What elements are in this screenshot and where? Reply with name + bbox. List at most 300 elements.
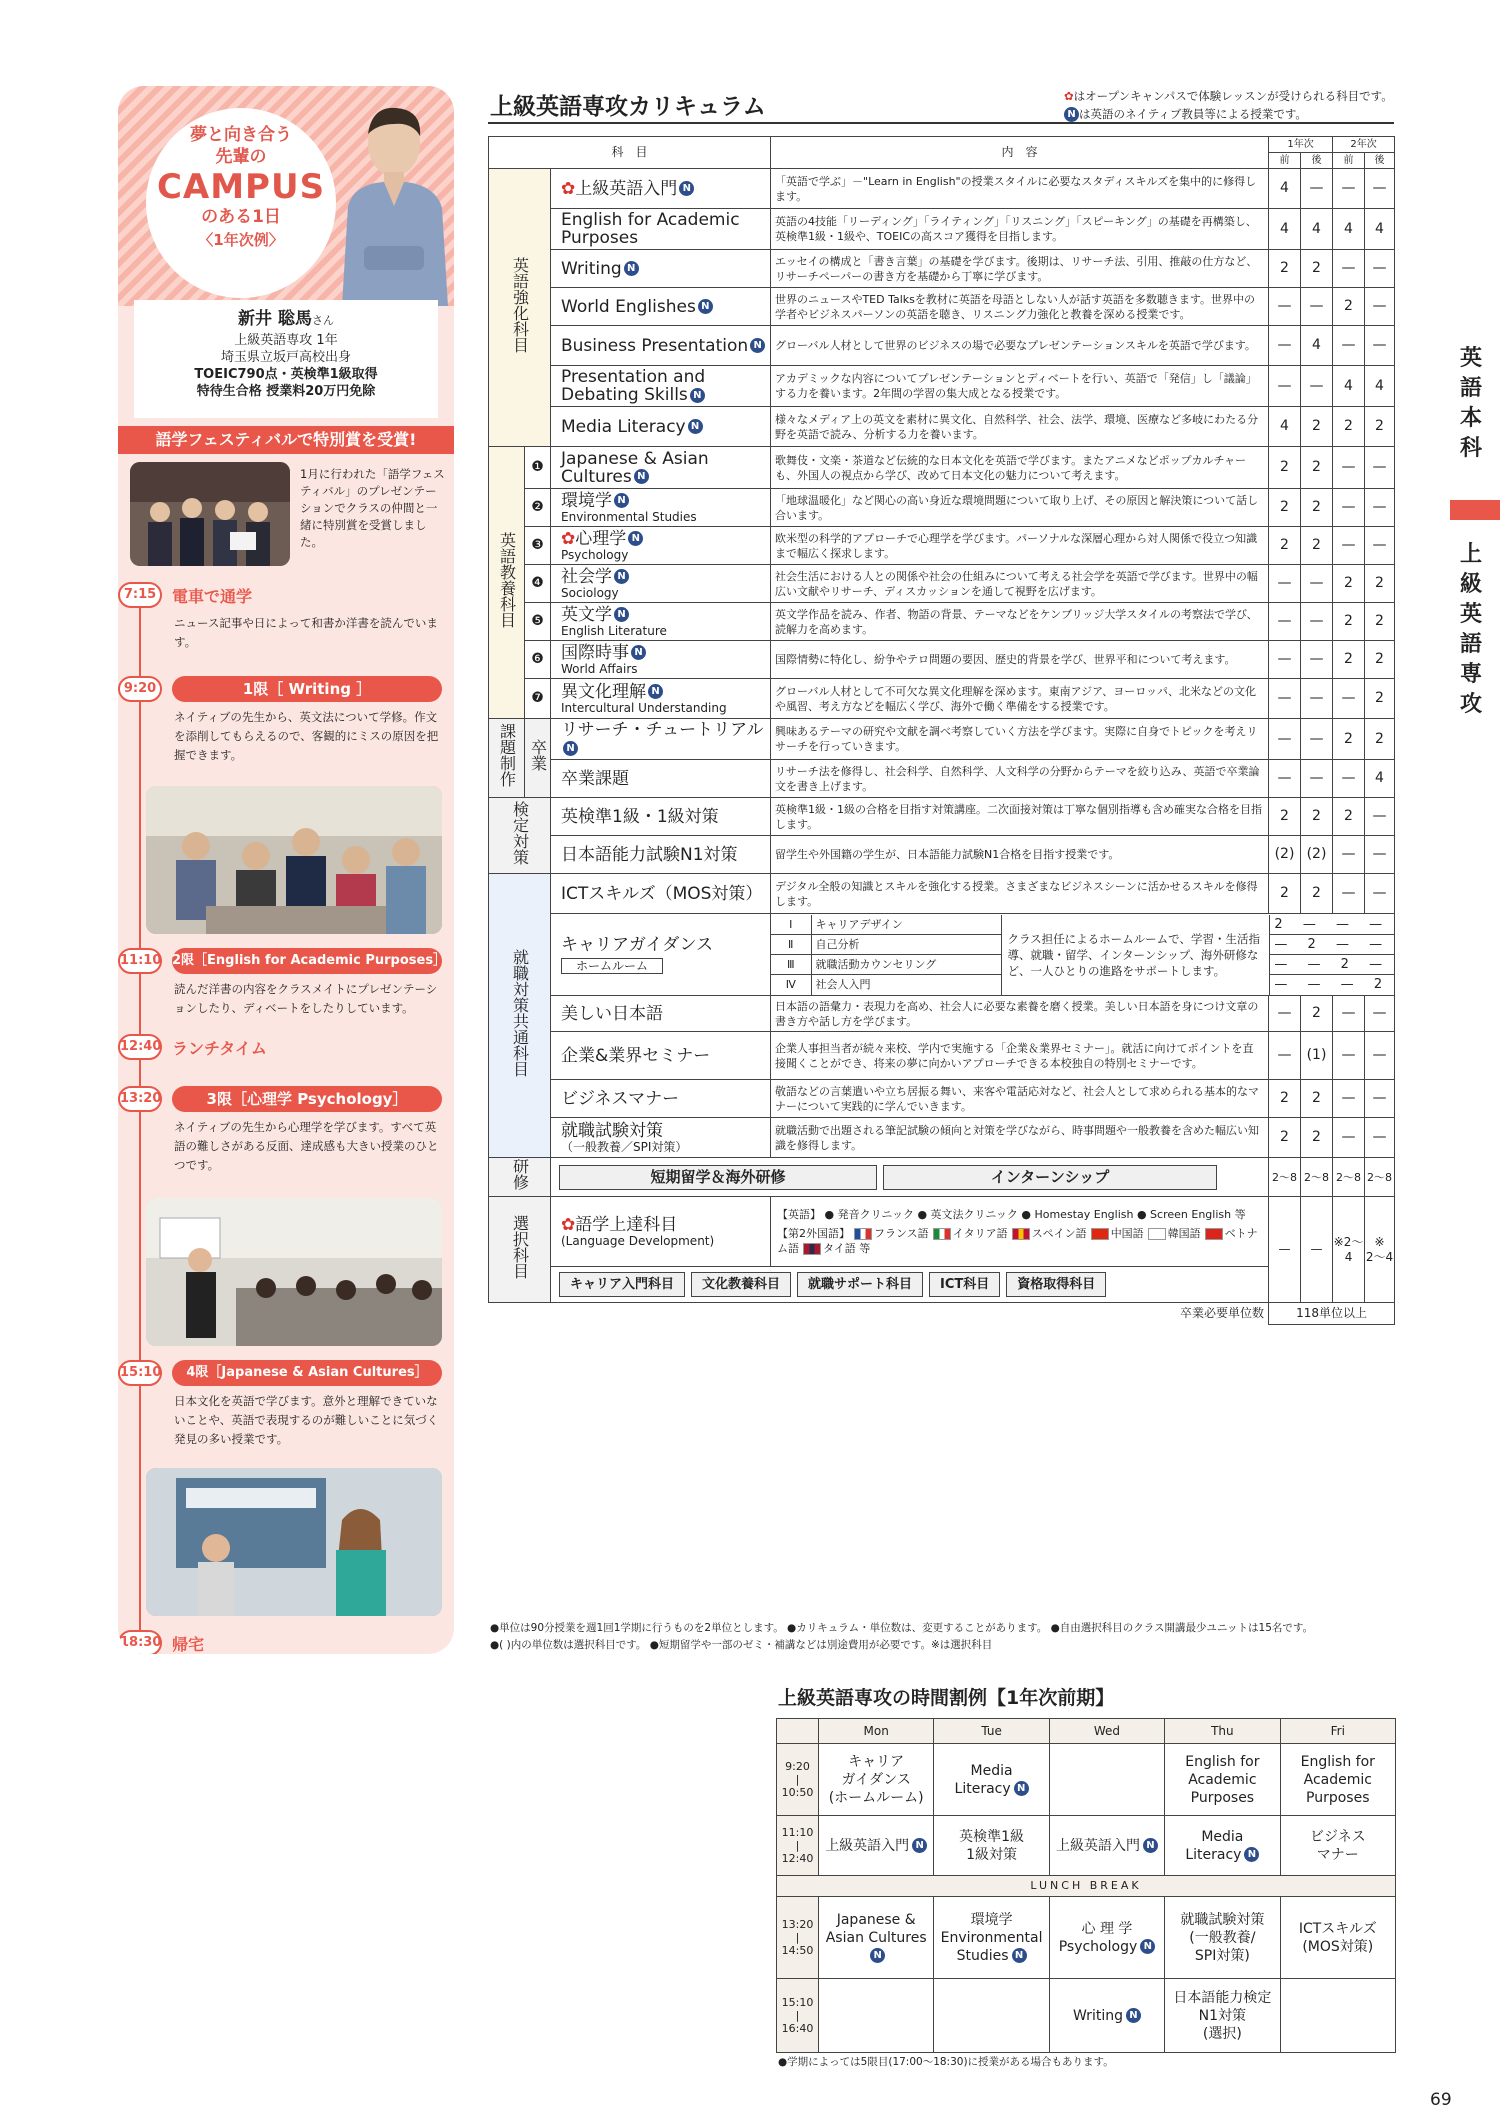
star-icon: ✿ — [1064, 89, 1074, 103]
class-cell — [1049, 1744, 1164, 1816]
credit-cell: 2 — [1269, 874, 1301, 914]
period-time: 13:20 | 14:50 — [777, 1897, 819, 1979]
credit-cell: — — [1269, 366, 1301, 407]
credit-cell: — — [1269, 719, 1301, 760]
credit-cell: — — [1365, 169, 1395, 209]
credit-cell: 2 — [1269, 527, 1301, 565]
subject-name — [551, 996, 771, 1032]
timeline-time: 9:20 — [118, 676, 162, 702]
subject-number: ❸ — [525, 527, 551, 565]
credit-cell: (2) — [1269, 836, 1301, 874]
subject-name — [551, 489, 771, 527]
legend-native-text: は英語のネイティブ教員等による授業です。 — [1079, 107, 1307, 121]
curriculum-row — [489, 169, 1395, 209]
class-cell — [819, 1744, 934, 1816]
hero-campus: CAMPUS — [156, 167, 326, 207]
timeline-time: 15:10 — [118, 1360, 162, 1386]
subject-number: ❷ — [525, 489, 551, 527]
flag-icon — [854, 1228, 872, 1240]
category-cell: 研修 — [489, 1158, 551, 1197]
period-time: 11:10 | 12:40 — [777, 1816, 819, 1876]
class-name: ICTスキルズ (MOS対策) — [1298, 1920, 1377, 1955]
subject-title: Japanese & Asian Cultures — [561, 448, 709, 487]
hero-banner — [118, 86, 454, 306]
flag-icon — [1205, 1228, 1223, 1240]
category-cell: 英語教養科目 — [489, 447, 525, 719]
native-badge-icon: N — [1064, 107, 1079, 122]
note-line: ●( )内の単位数は選択科目です。 ●短期留学や一部のゼミ・補講などは別途費用が必要です。※は選択科目 — [490, 1639, 993, 1651]
subject-content: 留学生や外国籍の学生が、日本語能力試験N1合格を目指す授業です。 — [771, 836, 1269, 874]
credit-cell: 2 — [1365, 679, 1395, 719]
subject-number: ❹ — [525, 565, 551, 603]
timeline-title: 2限［English for Academic Purposes］ — [172, 948, 442, 974]
subject-title: 企業&業界セミナー — [561, 1045, 711, 1066]
subject-name — [551, 565, 771, 603]
training-item: インターンシップ — [883, 1165, 1217, 1190]
subject-content: 英語の4技能「リーディング」「ライティング」「リスニング」「スピーキング」の基礎を再構築し、英検準1級・1級や、TOEICの高スコア獲得を目指します。 — [771, 209, 1269, 250]
credit-cell: — — [1333, 250, 1365, 288]
hero-line5: 〈1年次例〉 — [198, 231, 284, 249]
credit-cell: 2 — [1269, 798, 1301, 836]
credit-cell: — — [1333, 760, 1365, 798]
subject-name — [551, 719, 771, 760]
credit-cell: 2 — [1333, 603, 1365, 641]
credit-cell: 2 — [1365, 565, 1395, 603]
award-description: 1月に行われた「語学フェスティバル」のプレゼンテーションでクラスの仲間と一緒に特別賞を受賞しました。 — [300, 467, 445, 549]
class-cell — [1049, 1979, 1164, 2053]
sidebar — [118, 86, 454, 1654]
credit-cell: 2 — [1333, 641, 1365, 679]
native-badge-icon: N — [912, 1838, 927, 1853]
curriculum-row — [489, 836, 1395, 874]
timeline-title: ランチタイム — [172, 1039, 267, 1058]
language-name: 中国語 — [1110, 1227, 1144, 1240]
flag-icon — [1012, 1228, 1030, 1240]
class-name: Writing — [1072, 2007, 1123, 2024]
credit-cell: — — [1333, 996, 1365, 1032]
subject-title: 美しい日本語 — [561, 1003, 663, 1024]
credit-cell: 4 — [1301, 209, 1333, 250]
header-content: 内 容 — [771, 137, 1269, 169]
section-tab: 英語本科 — [1459, 346, 1482, 461]
subject-name — [551, 641, 771, 679]
profile-card — [134, 300, 438, 418]
credit-cell: — — [1301, 366, 1333, 407]
subject-subtitle: ホームルーム — [561, 958, 663, 974]
credit-cell: — — [1365, 996, 1395, 1032]
timeline-time: 18:30 — [118, 1630, 162, 1654]
subject-title: 就職試験対策 — [561, 1120, 663, 1141]
section-tab-current: 上級英語専攻 — [1459, 542, 1482, 717]
class-cell — [1280, 1816, 1395, 1876]
lunch-row — [777, 1876, 1396, 1897]
elective-categories — [551, 1267, 1269, 1303]
subject-subtitle: Sociology — [561, 585, 619, 600]
festival-photo — [130, 462, 290, 566]
elective-category-box: 資格取得科目 — [1006, 1272, 1106, 1297]
credit-cell: 2 — [1301, 407, 1333, 447]
hero-line4: のある1日 — [201, 207, 281, 227]
subject-subtitle: Psychology — [561, 547, 629, 562]
native-badge-icon: N — [679, 181, 694, 196]
curriculum-row — [489, 366, 1395, 407]
credit-cell: — — [1301, 169, 1333, 209]
credit-cell: — — [1333, 489, 1365, 527]
class-cell — [1049, 1897, 1164, 1979]
class-name: 日本語能力検定 N1対策 (選択) — [1173, 1989, 1272, 2042]
subject-name — [551, 760, 771, 798]
curriculum-row — [489, 288, 1395, 326]
subject-name — [551, 679, 771, 719]
language-name: タイ語 等 — [823, 1242, 871, 1255]
category-cell: 就職対策共通科目 — [489, 874, 551, 1158]
native-badge-icon: N — [750, 338, 765, 353]
timeline-time: 11:10 — [118, 948, 162, 974]
subject-content: 様々なメディア上の英文を素材に異文化、自然科学、社会、法学、環境、医療など多岐にわたる分野を英語で読み、分析する力を養います。 — [771, 407, 1269, 447]
culture-class-photo — [146, 1468, 442, 1616]
timeline-desc: ネイティブの先生から、英文法について学修。作文を添削してもらえるので、客観的にミスの原因を把握できます。 — [174, 710, 439, 762]
native-badge-icon: N — [870, 1948, 885, 1963]
subject-name — [551, 250, 771, 288]
native-badge-icon: N — [688, 419, 703, 434]
native-badge-icon: N — [631, 645, 646, 660]
credit-cell: — — [1365, 250, 1395, 288]
subject-title: Business Presentation — [561, 335, 749, 356]
curriculum-row — [489, 1032, 1395, 1080]
period-row — [777, 1979, 1396, 2053]
career-item: Ⅲ 就職活動カウンセリング — — 2 — — [771, 955, 1395, 975]
subject-content: リサーチ法を修得し、社会科学、自然科学、人文科学の分野からテーマを絞り込み、英語で卒業論文を書き上げます。 — [771, 760, 1269, 798]
subject-name — [551, 447, 771, 489]
credit-cell: 2 — [1333, 288, 1365, 326]
curriculum-row — [489, 719, 1395, 760]
elective-second-language: 【第2外国語】 フランス語 イタリア語 スペイン語 中国語 韓国語 ベトナム語 タイ語 等 — [777, 1227, 1258, 1255]
subject-content: 興味あるテーマの研究や文献を調べ考察していく方法を学びます。実際に自身でトピックを考えリサーチを行っていきます。 — [771, 719, 1269, 760]
subject-title: ビジネスマナー — [561, 1088, 680, 1109]
category-cell: 英語強化科目 — [489, 169, 551, 447]
class-name: 環境学 Environmental Studies — [940, 1911, 1043, 1964]
header-second: 後 — [1365, 153, 1395, 169]
subject-subtitle: World Affairs — [561, 661, 638, 676]
training-item: 短期留学＆海外研修 — [559, 1165, 877, 1190]
credit-cell: 2 — [1301, 798, 1333, 836]
star-icon: ✿ — [561, 1214, 576, 1235]
star-icon: ✿ — [561, 528, 576, 549]
class-cell — [819, 1979, 934, 2053]
credit-cell: 2 — [1301, 489, 1333, 527]
flag-icon — [803, 1243, 821, 1255]
subject-content: 世界のニュースやTED Talksを教材に英語を母語としない人が話す英語を多数聴きます。世界中の学者やビジネスパーソンの英語を聴き、リスニング力強化と教養を深める授業です。 — [771, 288, 1269, 326]
class-cell — [934, 1897, 1049, 1979]
credit-cell: ※2〜4 — [1333, 1197, 1365, 1303]
credit-cell: 4 — [1333, 366, 1365, 407]
credit-cell: 2 — [1269, 1080, 1301, 1118]
subject-title: 日本語能力試験N1対策 — [561, 844, 738, 865]
subject-content: 英文学作品を読み、作者、物語の背景、テーマなどをケンブリッジ大学スタイルの考察法で学び、読解力を高めます。 — [771, 603, 1269, 641]
legend-native — [1064, 106, 1307, 122]
elective-category-box: ICT科目 — [929, 1272, 1000, 1297]
timetable-title: 上級英語専攻の時間割例【1年次前期】 — [778, 1687, 1115, 1709]
subject-title: Media Literacy — [561, 416, 686, 437]
class-name: 英検準1級 1級対策 — [959, 1828, 1025, 1863]
credit-cell: — — [1365, 874, 1395, 914]
timetable-note: ●学期によっては5限目(17:00〜18:30)に授業がある場合もあります。 — [778, 2056, 1114, 2068]
timeline-title: 1限［ Writing ］ — [172, 676, 442, 702]
class-name: 就職試験対策 (一般教養/ SPI対策) — [1180, 1911, 1265, 1964]
curriculum-row — [489, 914, 1395, 996]
class-cell — [934, 1744, 1049, 1816]
subject-name — [551, 169, 771, 209]
note-line: ●単位は90分授業を週1回1学期に行うものを2単位とします。 ●カリキュラム・単位数は、変更することがあります。 ●自由選択科目のクラス開講最少ユニットは15名です。 — [490, 1622, 1314, 1634]
subject-content: 企業人事担当者が続々来校、学内で実施する「企業＆業界セミナー」。就活に向けてポイントを直接聞くことができ、将来の夢に向かいアプローチできる本校独自の特別セミナーです。 — [771, 1032, 1269, 1080]
flag-icon — [1148, 1228, 1166, 1240]
curriculum-row — [489, 679, 1395, 719]
title-underline — [488, 122, 1394, 124]
header-year2: 2年次 — [1333, 137, 1395, 153]
timeline-time: 13:20 — [118, 1086, 162, 1112]
subject-content: 英検準1級・1級の合格を目指す対策講座。二次面接対策は丁寧な個別指導も含め確実な合格を目指します。 — [771, 798, 1269, 836]
native-badge-icon: N — [614, 607, 629, 622]
credit-cell: 2 — [1269, 489, 1301, 527]
subject-title: キャリアガイダンス — [561, 934, 713, 955]
subject-content: 「地球温暖化」など関心の高い身近な環境問題について取り上げ、その原因と解決策について話し合います。 — [771, 489, 1269, 527]
class-name: 上級英語入門 — [1055, 1837, 1140, 1854]
profile-school: 埼玉県立坂戸高校出身 — [220, 350, 351, 365]
credit-cell: — — [1365, 447, 1395, 489]
subject-title: ICTスキルズ（MOS対策） — [561, 883, 763, 904]
timeline-time: 7:15 — [118, 582, 162, 608]
credit-cell: — — [1269, 1032, 1301, 1080]
curriculum-row — [489, 209, 1395, 250]
credit-cell: 2 — [1301, 447, 1333, 489]
subject-title: 英文学 — [561, 604, 612, 625]
subject-content: 就職活動で出題される筆記試験の傾向と対策を学びながら、時事問題や一般教養を含めた幅広い知識を修得します。 — [771, 1118, 1269, 1158]
native-badge-icon: N — [1014, 1781, 1029, 1796]
career-item: Ⅱ 自己分析 — 2 — — — [771, 935, 1395, 955]
subject-title: リサーチ・チュートリアル — [561, 720, 764, 740]
class-cell — [1280, 1979, 1395, 2053]
subject-content: 歌舞伎・文楽・茶道など伝統的な日本文化を英語で学びます。またアニメなどポップカルチャーも、外国人の視点から学び、改めて日本文化の魅力について考えます。 — [771, 447, 1269, 489]
subject-title: Writing — [561, 258, 622, 279]
class-name: 心 理 学 Psychology — [1058, 1920, 1138, 1955]
credit-cell: — — [1333, 527, 1365, 565]
total-row — [489, 1303, 1395, 1325]
period-row — [777, 1816, 1396, 1876]
legend-star-text: はオープンキャンパスで体験レッスンが受けられる科目です。 — [1073, 89, 1393, 103]
writing-class-photo — [146, 786, 442, 934]
total-label: 卒業必要単位数 — [489, 1303, 1269, 1325]
class-cell — [934, 1816, 1049, 1876]
subject-subtitle: (Language Development) — [561, 1233, 715, 1248]
credit-cell: — — [1301, 679, 1333, 719]
native-badge-icon: N — [624, 261, 639, 276]
subject-number: ❶ — [525, 447, 551, 489]
credit-cell: 2 — [1333, 407, 1365, 447]
subject-number: ❺ — [525, 603, 551, 641]
credit-cell: 2 — [1333, 565, 1365, 603]
page-title: 上級英語専攻カリキュラム — [490, 94, 766, 120]
language-name: イタリア語 — [952, 1227, 1008, 1240]
credit-cell: 2〜8 — [1269, 1158, 1301, 1197]
class-cell — [819, 1897, 934, 1979]
page-number: 69 — [1430, 2090, 1452, 2110]
class-cell — [1280, 1744, 1395, 1816]
subject-title: 心理学 — [575, 528, 627, 549]
timeline-title: 電車で通学 — [172, 587, 253, 606]
credit-cell: 4 — [1365, 209, 1395, 250]
subject-name — [551, 288, 771, 326]
credit-cell: — — [1333, 1032, 1365, 1080]
period-time: 9:20 | 10:50 — [777, 1744, 819, 1816]
curriculum-row — [489, 1080, 1395, 1118]
native-badge-icon: N — [1012, 1948, 1027, 1963]
credit-cell: — — [1365, 527, 1395, 565]
career-guidance-detail — [771, 914, 1395, 996]
class-cell — [1165, 1897, 1280, 1979]
credit-cell: 2 — [1269, 1118, 1301, 1158]
elective-content — [771, 1197, 1269, 1267]
class-name: Japanese & Asian Cultures — [825, 1911, 927, 1946]
credit-cell: 2 — [1301, 1118, 1333, 1158]
credit-cell: — — [1333, 169, 1365, 209]
credit-cell: — — [1301, 641, 1333, 679]
subject-name — [551, 914, 771, 996]
curriculum-row — [489, 760, 1395, 798]
native-badge-icon: N — [634, 469, 649, 484]
class-name: Media Literacy — [954, 1762, 1013, 1797]
period-row — [777, 1897, 1396, 1979]
subject-name — [551, 407, 771, 447]
subject-name — [551, 798, 771, 836]
credit-cell: 4 — [1269, 209, 1301, 250]
credit-cell: 2 — [1365, 719, 1395, 760]
subject-subtitle: （一般教養／SPI対策） — [561, 1139, 688, 1154]
period-row — [777, 1744, 1396, 1816]
language-name: スペイン語 — [1031, 1227, 1087, 1240]
day-header: Tue — [934, 1719, 1049, 1744]
student-photo — [324, 96, 454, 306]
language-name: 韓国語 — [1167, 1227, 1201, 1240]
language-name: フランス語 — [874, 1227, 929, 1240]
curriculum-row — [489, 641, 1395, 679]
curriculum-row — [489, 326, 1395, 366]
category-cell: 検定対策 — [489, 798, 551, 874]
training-row — [489, 1158, 1395, 1197]
credit-cell: — — [1365, 1080, 1395, 1118]
subject-name — [551, 874, 771, 914]
credit-cell: — — [1269, 565, 1301, 603]
class-cell — [1165, 1744, 1280, 1816]
credit-cell: — — [1365, 1032, 1395, 1080]
career-item: Ⅳ 社会人入門 — — — 2 — [771, 975, 1395, 995]
subject-title: World Englishes — [561, 296, 696, 317]
credit-cell: — — [1365, 489, 1395, 527]
native-badge-icon: N — [1143, 1838, 1158, 1853]
curriculum-body — [489, 169, 1395, 1325]
subject-name — [551, 1118, 771, 1158]
subject-content: 欧米型の科学的アプローチで心理学を学びます。パーソナルな深層心理から対人関係で役立つ知識まで幅広く探求します。 — [771, 527, 1269, 565]
credit-cell: 2〜8 — [1365, 1158, 1395, 1197]
credit-cell: — — [1269, 760, 1301, 798]
credit-cell: (2) — [1301, 836, 1333, 874]
timeline-title: 4限［Japanese & Asian Cultures］ — [172, 1360, 442, 1386]
subject-title: 環境学 — [561, 490, 612, 511]
credit-cell: — — [1333, 679, 1365, 719]
native-badge-icon: N — [563, 741, 578, 756]
native-badge-icon: N — [1126, 2008, 1141, 2023]
curriculum-row — [489, 996, 1395, 1032]
credit-cell: — — [1301, 603, 1333, 641]
curriculum-row — [489, 603, 1395, 641]
native-badge-icon: N — [1244, 1847, 1259, 1862]
native-badge-icon: N — [614, 569, 629, 584]
subject-title: 上級英語入門 — [575, 178, 678, 199]
subject-content: 敬語などの言葉遣いや立ち居振る舞い、来客や電話応対など、社会人として求められる基本的なマナーについて実践的に学んでいきます。 — [771, 1080, 1269, 1118]
class-name: English for Academic Purposes — [1300, 1753, 1375, 1806]
subject-content: 日本語の語彙力・表現力を高め、社会人に必要な素養を磨く授業。美しい日本語を身につけ文章の書き方や話し方を学びます。 — [771, 996, 1269, 1032]
credit-cell: — — [1269, 641, 1301, 679]
subject-content: グローバル人材として不可欠な異文化理解を深めます。東南アジア、ヨーロッパ、北米などの文化や風習、考え方などを幅広く学び、海外で働く準備をする授業です。 — [771, 679, 1269, 719]
psychology-class-photo — [146, 1198, 442, 1346]
credit-cell: — — [1365, 326, 1395, 366]
timetable — [776, 1718, 1396, 2053]
class-name: English for Academic Purposes — [1185, 1753, 1260, 1806]
day-header: Thu — [1165, 1719, 1280, 1744]
profile-achieve1: TOEIC790点・英検準1級取得 — [194, 367, 378, 382]
header-first: 前 — [1269, 153, 1301, 169]
credit-cell: — — [1333, 836, 1365, 874]
day-header: Wed — [1049, 1719, 1164, 1744]
credit-cell: 2 — [1269, 447, 1301, 489]
timeline-line — [139, 606, 141, 1654]
subject-title: 社会学 — [561, 566, 612, 587]
lunch-break: LUNCH BREAK — [777, 1876, 1396, 1897]
profile-suffix: さん — [311, 314, 334, 327]
credit-cell: ※2〜4 — [1365, 1197, 1395, 1303]
timeline-time: 12:40 — [118, 1034, 162, 1060]
timeline-title: 帰宅 — [172, 1635, 205, 1654]
credit-cell: — — [1269, 679, 1301, 719]
elective-row — [489, 1197, 1395, 1267]
credit-cell: 4 — [1365, 760, 1395, 798]
subject-content: エッセイの構成と「書き言葉」の基礎を学びます。後期は、リサーチ法、引用、推敲の仕方など、リサーチペーパーの書き方を基礎から丁寧に学びます。 — [771, 250, 1269, 288]
subject-name — [551, 1197, 771, 1267]
subject-subtitle: Intercultural Understanding — [561, 700, 727, 715]
star-icon: ✿ — [561, 178, 576, 199]
credit-cell: — — [1365, 836, 1395, 874]
credit-cell: 2 — [1365, 641, 1395, 679]
career-description: クラス担任によるホームルームで、学習・生活指導、就職・留学、インターンシップ、海外研修など、一人ひとりの進路をサポートします。 — [1007, 931, 1260, 978]
class-name: キャリア ガイダンス (ホームルーム) — [828, 1753, 924, 1806]
class-cell — [1165, 1979, 1280, 2053]
class-name: 上級英語入門 — [825, 1837, 910, 1854]
subject-title: Presentation and Debating Skills — [561, 367, 706, 405]
profile-course: 上級英語専攻 1年 — [234, 333, 338, 348]
award-banner: 語学フェスティバルで特別賞を受賞! — [118, 426, 454, 454]
credit-cell: — — [1333, 447, 1365, 489]
subject-name — [551, 1032, 771, 1080]
elective-category-box: キャリア入門科目 — [559, 1272, 685, 1297]
credit-cell: — — [1301, 719, 1333, 760]
class-cell — [1049, 1816, 1164, 1876]
header-year1: 1年次 — [1269, 137, 1333, 153]
curriculum-table — [488, 136, 1395, 1325]
elective-category-box: 就職サポート科目 — [797, 1272, 923, 1297]
subject-content: グローバル人材として世界のビジネスの場で必要なプレゼンテーションスキルを英語で学びます。 — [771, 326, 1269, 366]
credit-cell: — — [1301, 565, 1333, 603]
day-header: Fri — [1280, 1719, 1395, 1744]
day-header: Mon — [819, 1719, 934, 1744]
